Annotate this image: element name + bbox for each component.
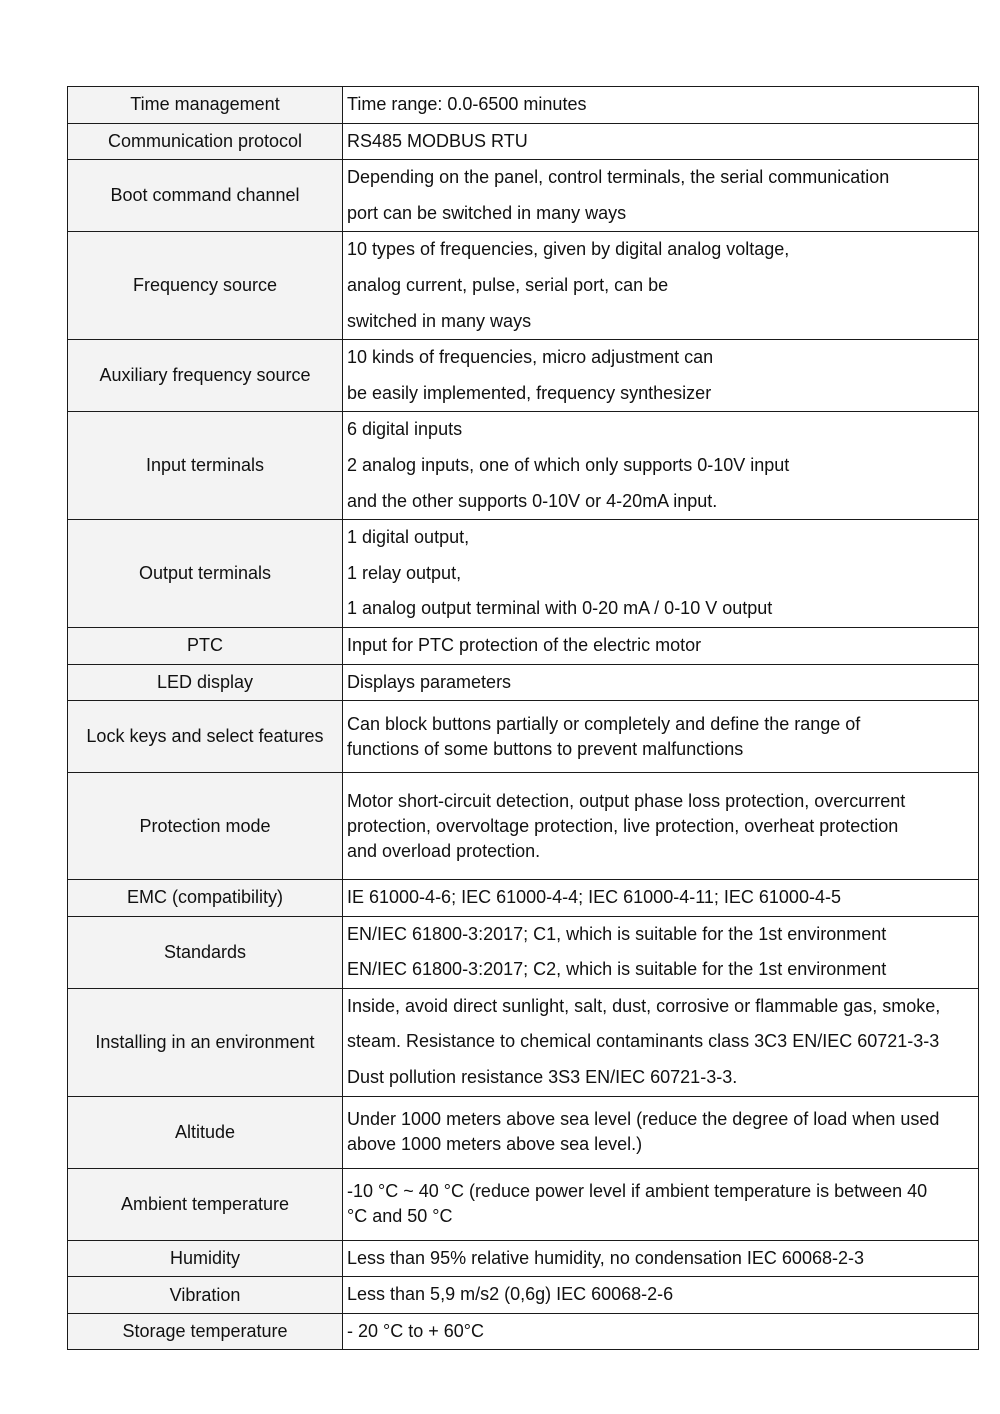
spec-value-line: EN/IEC 61800-3:2017; C1, which is suitable for the 1st environment [347,923,887,944]
spec-value [343,340,979,412]
table-row [68,988,979,1096]
spec-value [343,123,979,160]
table-row [68,916,979,988]
table-row [68,1168,979,1240]
spec-value-line: Motor short-circuit detection, output phase loss protection, overcurrent [347,790,906,811]
spec-value-line: Depending on the panel, control terminals, the serial communication [347,167,890,188]
spec-value-line: Less than 95% relative humidity, no condensation IEC 60068-2-3 [347,1247,864,1268]
spec-value-line: Input for PTC protection of the electric motor [347,634,702,655]
spec-label: Communication protocol [68,123,343,160]
spec-label: Altitude [68,1096,343,1168]
spec-value-line: be easily implemented, frequency synthesizer [347,382,712,403]
spec-label: Humidity [68,1240,343,1277]
spec-value-line: Can block buttons partially or completely and define the range of [347,713,861,734]
table-row [68,627,979,664]
spec-label: Time management [68,87,343,124]
spec-value-line: 6 digital inputs [347,419,463,440]
spec-value-line: °C and 50 °C [347,1206,453,1227]
spec-label: Input terminals [68,412,343,520]
table-row [68,232,979,340]
spec-value-line: EN/IEC 61800-3:2017; C2, which is suitable for the 1st environment [347,959,887,980]
spec-value-line: 10 kinds of frequencies, micro adjustment can [347,347,714,368]
spec-value-line: analog current, pulse, serial port, can be [347,274,669,295]
spec-value-line: and overload protection. [347,840,541,861]
spec-value [343,664,979,701]
table-row [68,1277,979,1314]
spec-value-line: IE 61000-4-6; IEC 61000-4-4; IEC 61000-4-11; IEC 61000-4-5 [347,887,841,908]
spec-label: Lock keys and select features [68,701,343,773]
spec-label: Frequency source [68,232,343,340]
spec-value-line: steam. Resistance to chemical contaminants class 3C3 EN/IEC 60721-3-3 [347,1031,940,1052]
spec-value-line: switched in many ways [347,310,532,331]
spec-value-line: RS485 MODBUS RTU [347,130,528,151]
spec-value-line: 10 types of frequencies, given by digital analog voltage, [347,239,790,260]
table-row [68,1240,979,1277]
spec-value [343,627,979,664]
spec-value [343,988,979,1096]
spec-value [343,412,979,520]
spec-value-line: and the other supports 0-10V or 4-20mA input. [347,490,718,511]
spec-label: Standards [68,916,343,988]
table-row [68,87,979,124]
spec-value-line: Time range: 0.0-6500 minutes [347,94,587,114]
table-row [68,701,979,773]
table-row [68,1096,979,1168]
spec-value-line: Less than 5,9 m/s2 (0,6g) IEC 60068-2-6 [347,1284,674,1305]
spec-value-line: Dust pollution resistance 3S3 EN/IEC 60721-3-3. [347,1067,738,1088]
spec-label: Boot command channel [68,160,343,232]
spec-value [343,701,979,773]
spec-value-line: Under 1000 meters above sea level (reduce the degree of load when used [347,1109,940,1130]
spec-label: Auxiliary frequency source [68,340,343,412]
spec-label: Output terminals [68,520,343,628]
table-row [68,123,979,160]
spec-value [343,1313,979,1350]
spec-value-line: functions of some buttons to prevent malfunctions [347,738,744,759]
spec-value [343,916,979,988]
specifications-table [67,86,979,1350]
spec-value-line: Inside, avoid direct sunlight, salt, dust, corrosive or flammable gas, smoke, [347,995,941,1016]
spec-value [343,880,979,917]
spec-value [343,1240,979,1277]
table-row [68,412,979,520]
table-row [68,773,979,880]
spec-value [343,1168,979,1240]
spec-value [343,232,979,340]
spec-value [343,520,979,628]
table-row [68,880,979,917]
specifications-table-body [68,87,979,1350]
spec-value-line: -10 °C ~ 40 °C (reduce power level if ambient temperature is between 40 [347,1181,928,1202]
spec-label: LED display [68,664,343,701]
spec-value-line: protection, overvoltage protection, live protection, overheat protection [347,815,899,836]
spec-value [343,160,979,232]
spec-value-line: 1 relay output, [347,562,462,583]
spec-label: Storage temperature [68,1313,343,1350]
spec-label: Installing in an environment [68,988,343,1096]
spec-value [343,773,979,880]
spec-label: Protection mode [68,773,343,880]
spec-value [343,1096,979,1168]
spec-value-line: port can be switched in many ways [347,202,627,223]
spec-value [343,1277,979,1314]
spec-label: Vibration [68,1277,343,1314]
table-row [68,160,979,232]
spec-value [343,87,979,124]
table-row [68,340,979,412]
table-row [68,664,979,701]
spec-value-line: - 20 °C to + 60°C [347,1320,484,1341]
table-row [68,520,979,628]
spec-label: PTC [68,627,343,664]
spec-value-line: 1 analog output terminal with 0-20 mA / 0-10 V output [347,598,773,619]
spec-value-line: Displays parameters [347,671,512,692]
table-row [68,1313,979,1350]
spec-value-line: 1 digital output, [347,527,470,548]
spec-label: Ambient temperature [68,1168,343,1240]
spec-value-line: above 1000 meters above sea level.) [347,1134,643,1155]
spec-label: EMC (compatibility) [68,880,343,917]
spec-value-line: 2 analog inputs, one of which only supports 0-10V input [347,454,790,475]
